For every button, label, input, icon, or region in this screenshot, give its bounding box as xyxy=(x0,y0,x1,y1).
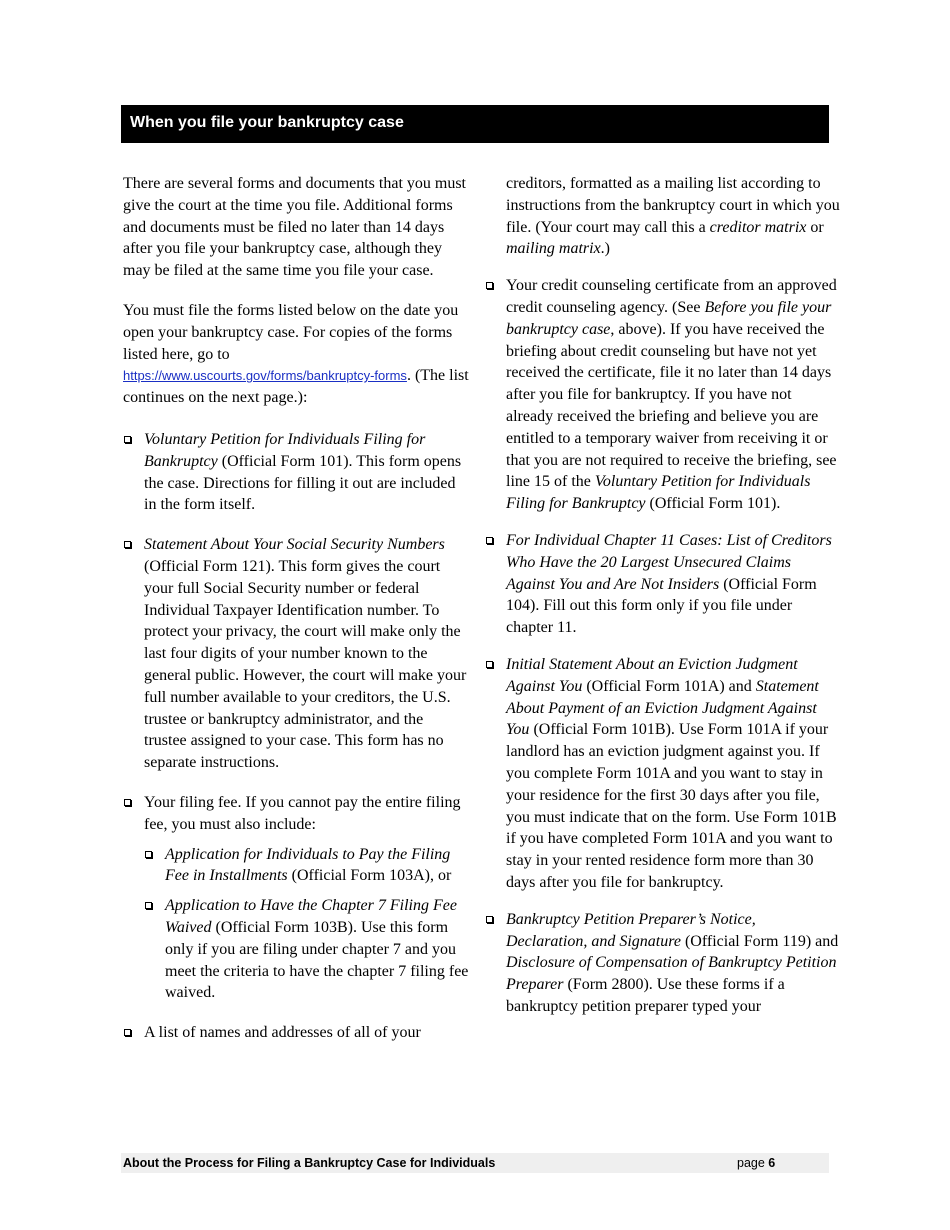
checklist-item: Bankruptcy Petition Preparer’s Notice, Declaration, and Signature (Official Form 119) and Disclosure of Compensation of Bankruptcy Petition Preparer (Form 2800). Use these forms if a bankruptcy petition preparer typed your xyxy=(485,909,840,1018)
checkbox-icon xyxy=(486,916,493,923)
left-column xyxy=(123,173,469,1059)
checklist-item: A list of names and addresses of all of your xyxy=(123,1022,469,1044)
forms-link[interactable]: https://www.uscourts.gov/forms/bankruptcy-forms xyxy=(123,368,407,384)
page-footer xyxy=(121,1153,829,1173)
checkbox-icon xyxy=(124,436,131,443)
footer-title: About the Process for Filing a Bankruptcy Case for Individuals xyxy=(123,1156,496,1170)
checkbox-icon xyxy=(124,541,131,548)
checklist-item: Statement About Your Social Security Numbers (Official Form 121). This form gives the court your full Social Security number or federal Individual Taxpayer Identification number. To protect your privacy, the court will make only the last four digits of your number known to the general public. However, the court will make your full number available to your creditors, the U.S. trustee or bankruptcy administrator, and the trustee assigned to your case. This form has no separate instructions. xyxy=(123,534,469,774)
section-header xyxy=(121,105,829,143)
intro-paragraph: There are several forms and documents that you must give the court at the time you file. Additional forms and documents must be filed no later than 14 days after you file your bankruptcy case, although they may be filed at the same time you file your case. xyxy=(123,175,466,280)
checkbox-icon xyxy=(145,902,152,909)
sub-checklist-item: Application to Have the Chapter 7 Filing Fee Waived (Official Form 103B). Use this form only if you are filing under chapter 7 and you meet the criteria to have the chapter 7 filing fee waived. xyxy=(144,895,469,1004)
checkbox-icon xyxy=(124,799,131,806)
checklist-item: Initial Statement About an Eviction Judgment Against You (Official Form 101A) and Statement About Payment of an Eviction Judgment Against You (Official Form 101B). Use Form 101A if your landlord has an eviction judgment against you. If you complete Form 101A and you want to stay in your residence for the first 30 days after you file, you must indicate that on the form. Use Form 101B if you have completed Form 101A and you want to stay in your rented residence form more than 30 days after you file for bankruptcy. xyxy=(485,654,840,894)
checkbox-icon xyxy=(124,1029,131,1036)
sub-checklist-item: Application for Individuals to Pay the Filing Fee in Installments (Official Form 103A), or xyxy=(144,844,469,888)
checkbox-icon xyxy=(145,851,152,858)
page-number: page 6 xyxy=(737,1156,776,1170)
checklist-item: Your credit counseling certificate from an approved credit counseling agency. (See Before you file your bankruptcy case, above). If you have received the briefing about credit counseling but have not yet received the certificate, file it no later than 14 days after you file for bankruptcy. If you have not already received the briefing and believe you are entitled to a temporary waiver from receiving it or that you are not required to receive the briefing, see line 15 of the Voluntary Petition for Individuals Filing for Bankruptcy (Official Form 101). xyxy=(485,275,840,515)
checkbox-icon xyxy=(486,282,493,289)
section-title: When you file your bankruptcy case xyxy=(130,114,404,131)
right-column xyxy=(485,173,840,1033)
checklist-item: For Individual Chapter 11 Cases: List of Creditors Who Have the 20 Largest Unsecured Claims Against You and Are Not Insiders (Official Form 104). Fill out this form only if you file under chapter 11. xyxy=(485,530,840,639)
checkbox-icon xyxy=(486,661,493,668)
checklist-item: Your filing fee. If you cannot pay the entire filing fee, you must also include: Application for Individuals to Pay the Filing Fee in Installments (Official Form 103A), or Application to Have the Chapter 7 Filing Fee Waived (Official Form 103B). Use this form only if you are filing under chapter 7 and you meet the criteria to have the chapter 7 filing fee waived. xyxy=(123,792,469,1004)
sub-checklist xyxy=(144,844,469,1005)
forms-paragraph: You must file the forms listed below on the date you open your bankruptcy case. For copies of the forms listed here, go to https://www.uscourts.gov/forms/bankruptcy-forms. (The list continues on the next page.): xyxy=(123,301,469,407)
checklist-item-continued: creditors, formatted as a mailing list according to instructions from the bankruptcy court in which you file. (Your court may call this a creditor matrix or mailing matrix.) xyxy=(506,175,840,258)
checkbox-icon xyxy=(486,537,493,544)
checklist-item: Voluntary Petition for Individuals Filing for Bankruptcy (Official Form 101). This form opens the case. Directions for filling it out are included in the form itself. xyxy=(123,429,469,516)
